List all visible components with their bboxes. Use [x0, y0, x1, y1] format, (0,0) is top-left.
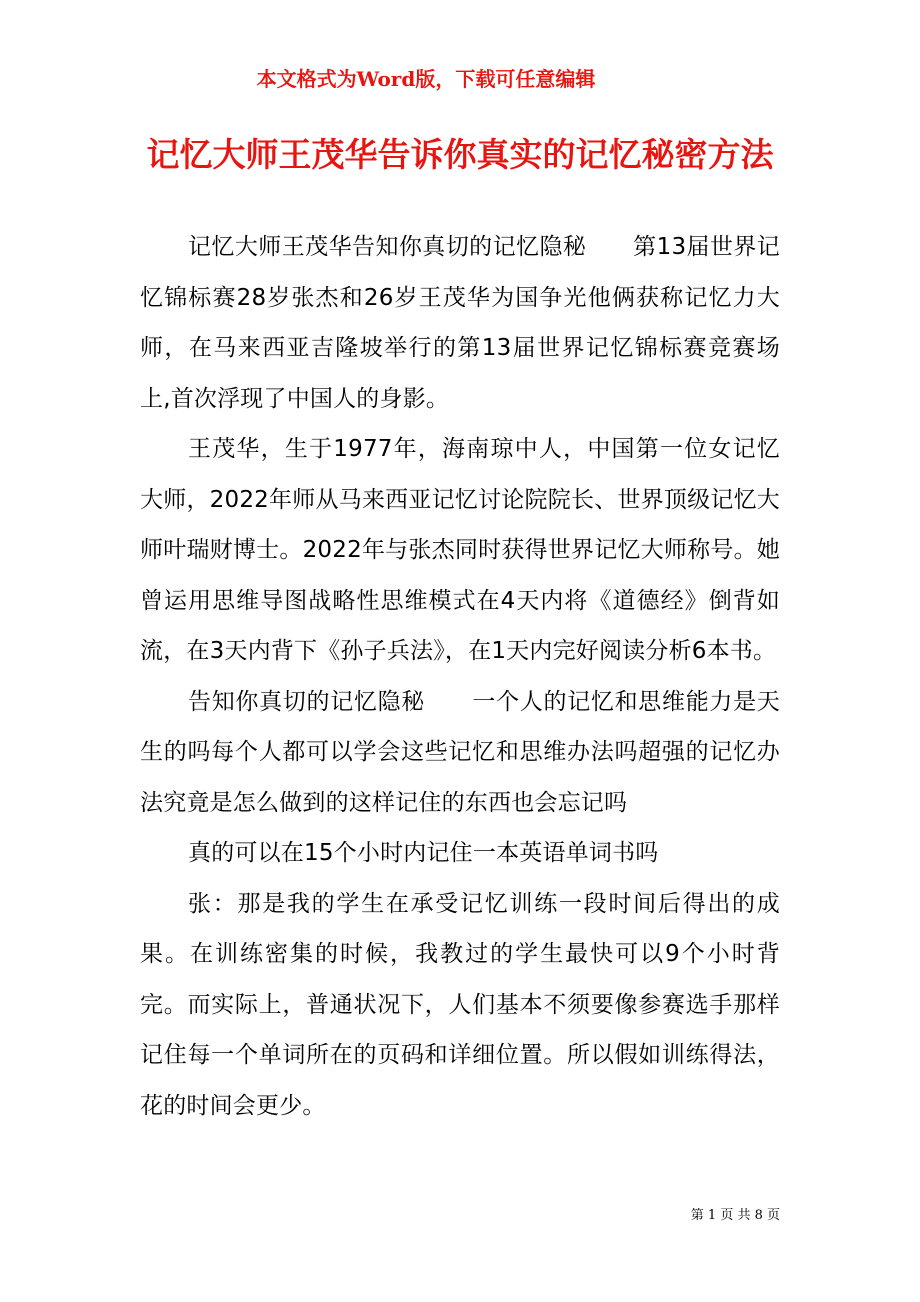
editable-format-banner: 本文格式为Word版，下载可任意编辑 [256, 67, 596, 91]
paragraph-answer: 张：那是我的学生在承受记忆训练一段时间后得出的成果。在训练密集的时候，我教过的学生最快可以9个小时背完。而实际上，普通状况下，人们基本不须要像参赛选手那样记住每一个单词所在的页码和详细位置。所以假如训练得法，花的时间会更少。 [140, 890, 780, 1119]
paragraph-intro: 记忆大师王茂华告知你真切的记忆隐秘 第13届世界记忆锦标赛28岁张杰和26岁王茂华为国争光他俩获称记忆力大师，在马来西亚吉隆坡举行的第13届世界记忆锦标赛竞赛场上,首次浮现了中国人的身影。 [140, 234, 780, 412]
paragraph-biography: 王茂华，生于1977年，海南琼中人，中国第一位女记忆大师，2022年师从马来西亚记忆讨论院院长、世界顶级记忆大师叶瑞财博士。2022年与张杰同时获得世界记忆大师称号。她曾运用思维导图战略性思维模式在4天内将《道德经》倒背如流，在3天内背下《孙子兵法》，在1天内完好阅读分析6本书。 [140, 436, 780, 664]
paragraph-question-vocabulary: 真的可以在15个小时内记住一本英语单词书吗 [188, 840, 659, 866]
page-number-footer: 第 1 页 共 8 页 [690, 1208, 780, 1223]
paragraph-questions: 告知你真切的记忆隐秘 一个人的记忆和思维能力是天生的吗每个人都可以学会这些记忆和思维办法吗超强的记忆办法究竟是怎么做到的这样记住的东西也会忘记吗 [140, 688, 780, 816]
document-title: 记忆大师王茂华告诉你真实的记忆秘密方法 [146, 135, 774, 174]
document-body [140, 222, 780, 1131]
